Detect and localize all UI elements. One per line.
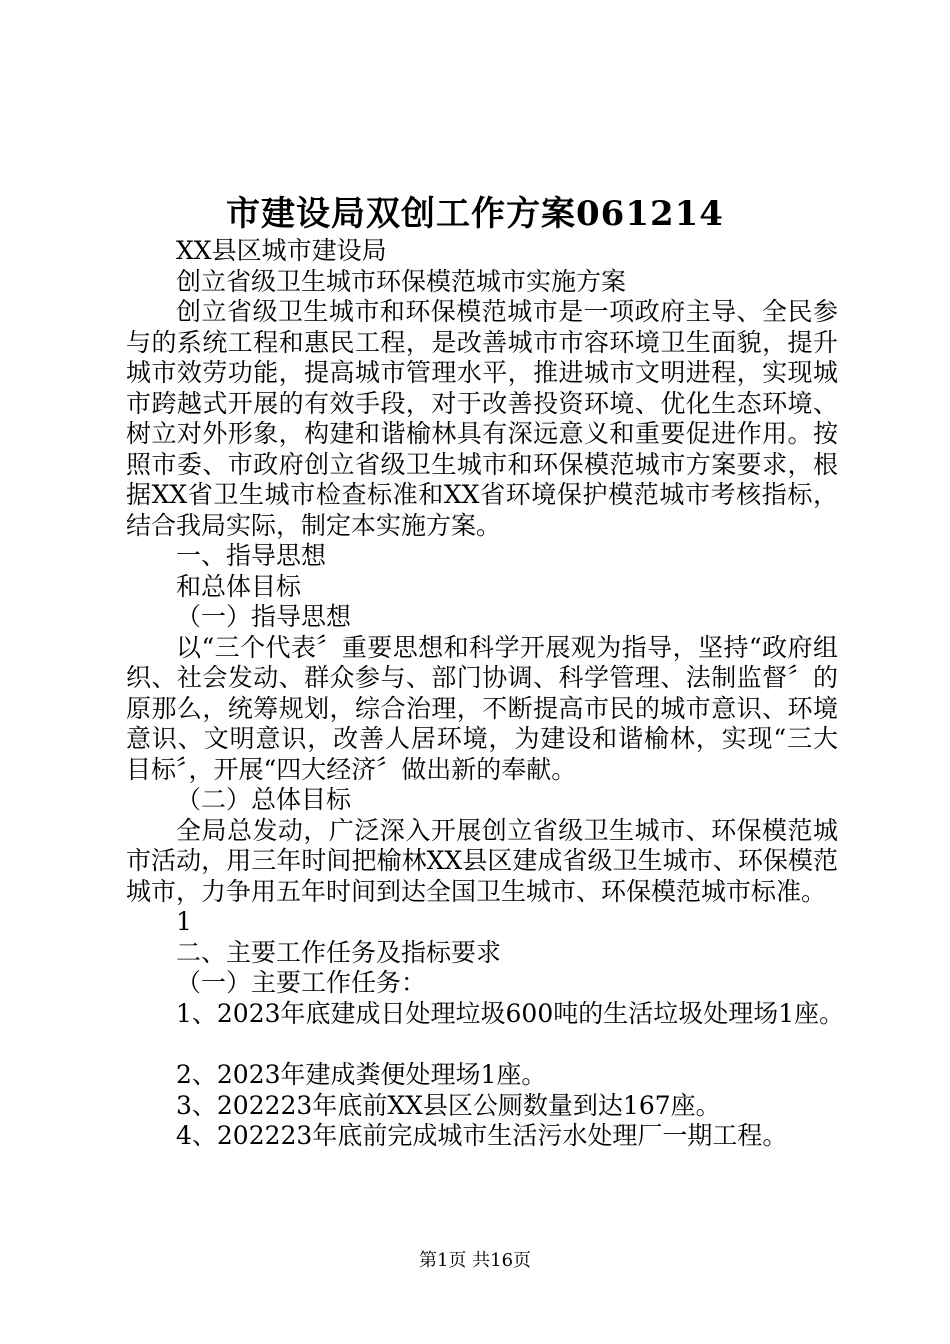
organization-line: XX县区城市建设局 [176,236,387,265]
task-item: 1、2023年底建成日处理垃圾600吨的生活垃圾处理场1座。 [176,998,845,1028]
page-footer: 第1页 共16页 [418,1250,532,1271]
inline-page-marker: 1 [176,907,192,936]
task-item: 4、202223年底前完成城市生活污水处理厂一期工程。 [176,1121,788,1150]
section-heading-1b: 和总体目标 [176,571,302,601]
document-body [126,236,845,1152]
spacer [126,1029,838,1060]
task-item: 3、202223年底前XX县区公厕数量到达167座。 [176,1090,721,1120]
section-heading-1a: 一、指导思想 [176,541,327,570]
guiding-paragraph: 以“三个代表〞重要思想和科学开展观为指导，坚持“政府组织、社会发动、群众参与、部门协调、科学管理、法制监督〞的原那么，统筹规划，综合治理，不断提高市民的城市意识、环境意识、文明意识，改善人居环境，为建设和谐榆林，实现“三大目标〞，开展“四大经济〞做出新的奉献。 [126,632,838,784]
task-item: 2、2023年建成粪便处理场1座。 [176,1060,547,1089]
subsection-heading-guiding: （一）指导思想 [176,602,352,631]
subsection-heading-goal: （二）总体目标 [176,785,352,814]
plan-subtitle: 创立省级卫生城市环保模范城市实施方案 [176,266,627,296]
intro-paragraph: 创立省级卫生城市和环保模范城市是一项政府主导、全民参与的系统工程和惠民工程，是改善城市市容环境卫生面貌，提升城市效劳功能，提高城市管理水平，推进城市文明进程，实现城市跨越式开展的有效手段，对于改善投资环境、优化生态环境、树立对外形象，构建和谐榆林具有深远意义和重要促进作用。按照市委、市政府创立省级卫生城市和环保模范城市方案要求，根据XX省卫生城市检查标准和XX省环境保护模范城市考核指标，结合我局实际，制定本实施方案。 [126,297,838,540]
goal-paragraph: 全局总发动，广泛深入开展创立省级卫生城市、环保模范城市活动，用三年时间把榆林XX县区建成省级卫生城市、环保模范城市，力争用五年时间到达全国卫生城市、环保模范城市标准。 [126,815,838,906]
document-title: 市建设局双创工作方案061214 [226,194,724,234]
subsection-heading-tasks: （一）主要工作任务： [176,968,427,997]
section-heading-2: 二、主要工作任务及指标要求 [176,937,502,967]
